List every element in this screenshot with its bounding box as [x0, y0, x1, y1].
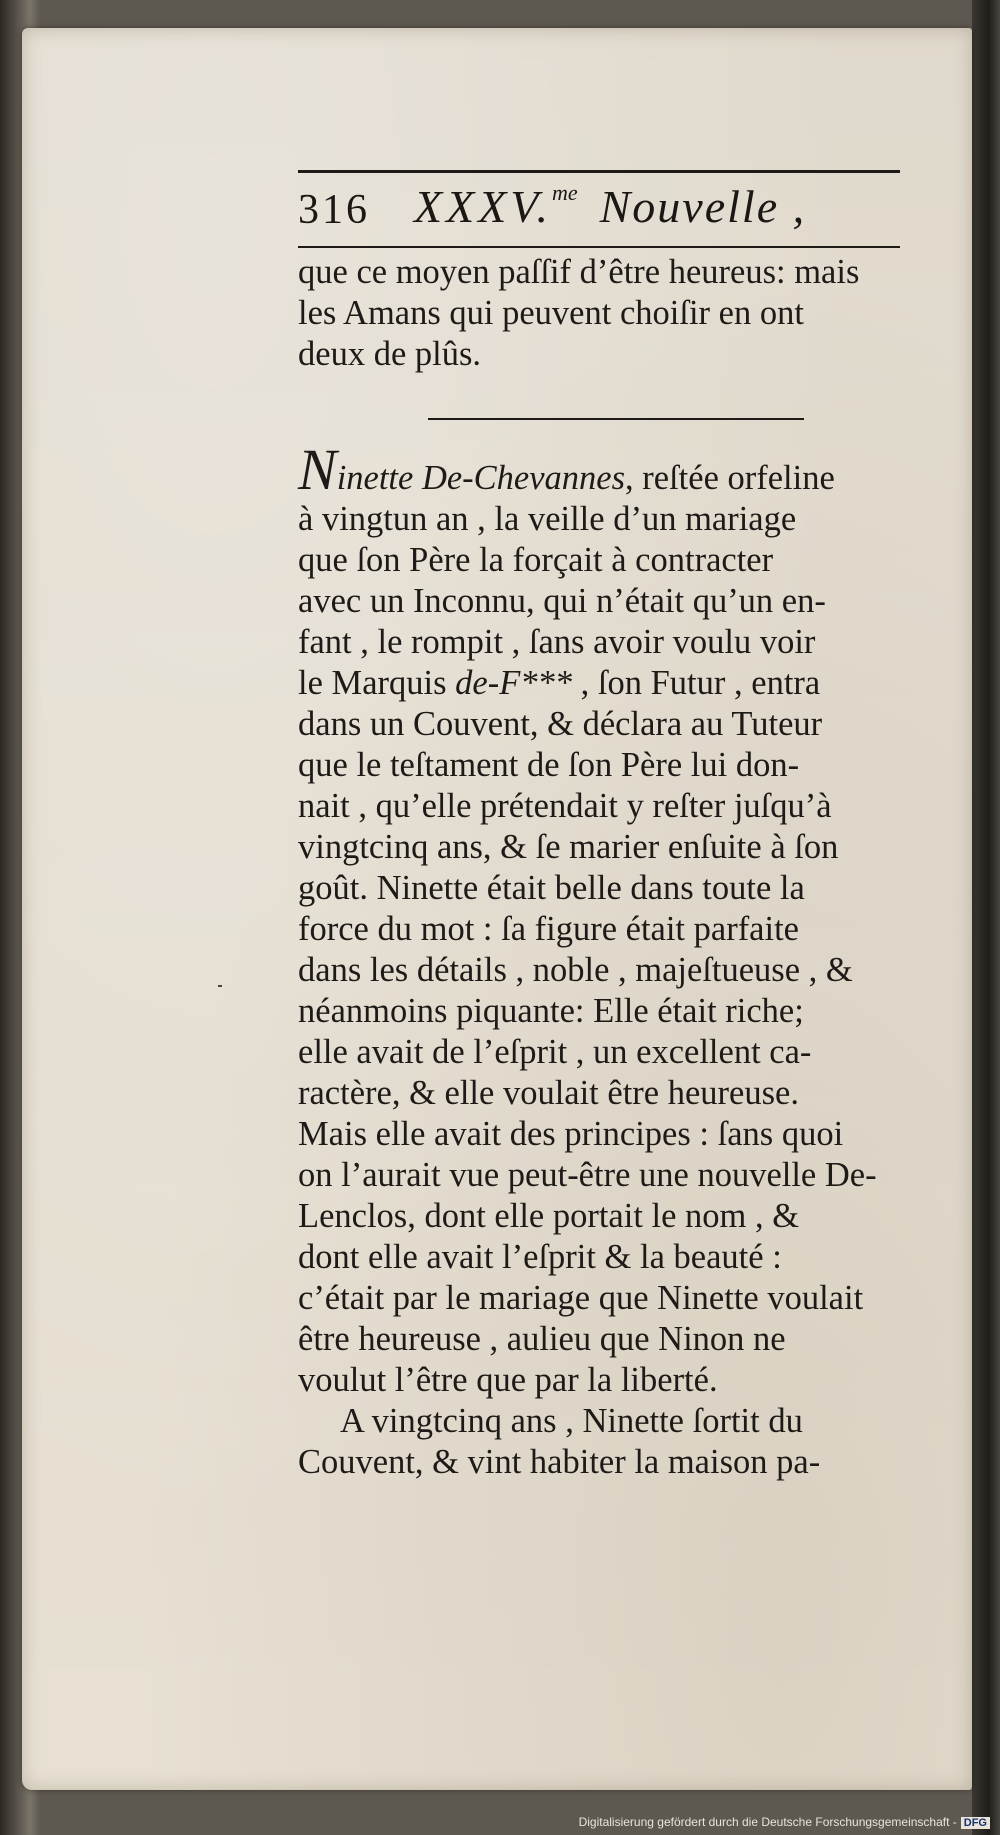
- page-number: 316: [298, 187, 370, 233]
- chapter-roman: XXXV.: [414, 181, 552, 232]
- character-name: de-F***: [455, 664, 573, 702]
- text-line: Couvent, & vint habiter la maison pa-: [298, 1443, 821, 1481]
- chapter-word: Nouvelle ,: [599, 181, 807, 232]
- story-paragraph: [298, 437, 943, 1483]
- ink-speck: [218, 985, 222, 987]
- continued-paragraph: [298, 252, 943, 375]
- text-line: les Amans qui peuvent choiſir en ont: [298, 294, 804, 332]
- book-spine-edge: [972, 0, 1000, 1835]
- text-line: que ſon Père la forçait à contracter: [298, 541, 774, 579]
- text-line: elle avait de l’eſprit , un excellent ca-: [298, 1033, 812, 1071]
- text-line: c’était par le mariage que Ninette voulait: [298, 1279, 864, 1317]
- text-line: [298, 437, 943, 502]
- text-line: ractère, & elle voulait être heureuse.: [298, 1074, 799, 1112]
- text-line: vingtcinq ans, & ſe marier enſuite à ſon: [298, 828, 839, 866]
- text-segment: , reſtée orfeline: [625, 459, 835, 497]
- header-rule-top: [298, 170, 900, 173]
- text-line: [298, 663, 943, 704]
- text-segment: , ſon Futur , entra: [572, 664, 821, 702]
- digitization-credit: [579, 1815, 990, 1829]
- running-head: [298, 180, 900, 246]
- text-line: dans les détails , noble , majeſtueuse , &: [298, 951, 853, 989]
- text-line: avec un Inconnu, qui n’était qu’un en-: [298, 582, 826, 620]
- header-rule-bottom: [298, 246, 900, 248]
- text-line: voulut l’être que par la liberté.: [298, 1361, 718, 1399]
- text-line: que ce moyen paſſif d’être heureus: mais: [298, 253, 860, 291]
- text-segment: le Marquis: [298, 664, 456, 702]
- text-line: Lenclos, dont elle portait le nom , &: [298, 1197, 800, 1235]
- text-line: dont elle avait l’eſprit & la beauté :: [298, 1238, 782, 1276]
- chapter-suffix: me: [551, 180, 578, 205]
- text-line: A vingtcinq ans , Ninette ſortit du: [340, 1402, 803, 1440]
- chapter-title: [414, 180, 806, 233]
- text-line: force du mot : ſa figure était parfaite: [298, 910, 799, 948]
- character-name: inette De-Chevannes: [336, 459, 626, 497]
- text-line: à vingtun an , la veille d’un mariage: [298, 500, 797, 538]
- text-line: néanmoins piquante: Elle était riche;: [298, 992, 804, 1030]
- text-line: on l’aurait vue peut-être une nouvelle De-: [298, 1156, 877, 1194]
- text-line: dans un Couvent, & déclara au Tuteur: [298, 705, 823, 743]
- text-line: nait , qu’elle prétendait y reſter juſqu’à: [298, 787, 832, 825]
- text-line: deux de plûs.: [298, 335, 482, 373]
- text-line: être heureuse , aulieu que Ninon ne: [298, 1320, 786, 1358]
- drop-cap: N: [298, 437, 337, 502]
- text-line: goût. Ninette était belle dans toute la: [298, 869, 805, 907]
- dfg-logo: DFG: [961, 1817, 990, 1829]
- text-line: fant , le rompit , ſans avoir voulu voir: [298, 623, 816, 661]
- credit-text: Digitalisierung gefördert durch die Deutsche Forschungsgemeinschaft -: [578, 1815, 957, 1829]
- text-line: que le teſtament de ſon Père lui don-: [298, 746, 800, 784]
- section-divider: [428, 418, 804, 420]
- text-line: Mais elle avait des principes : ſans quoi: [298, 1115, 844, 1153]
